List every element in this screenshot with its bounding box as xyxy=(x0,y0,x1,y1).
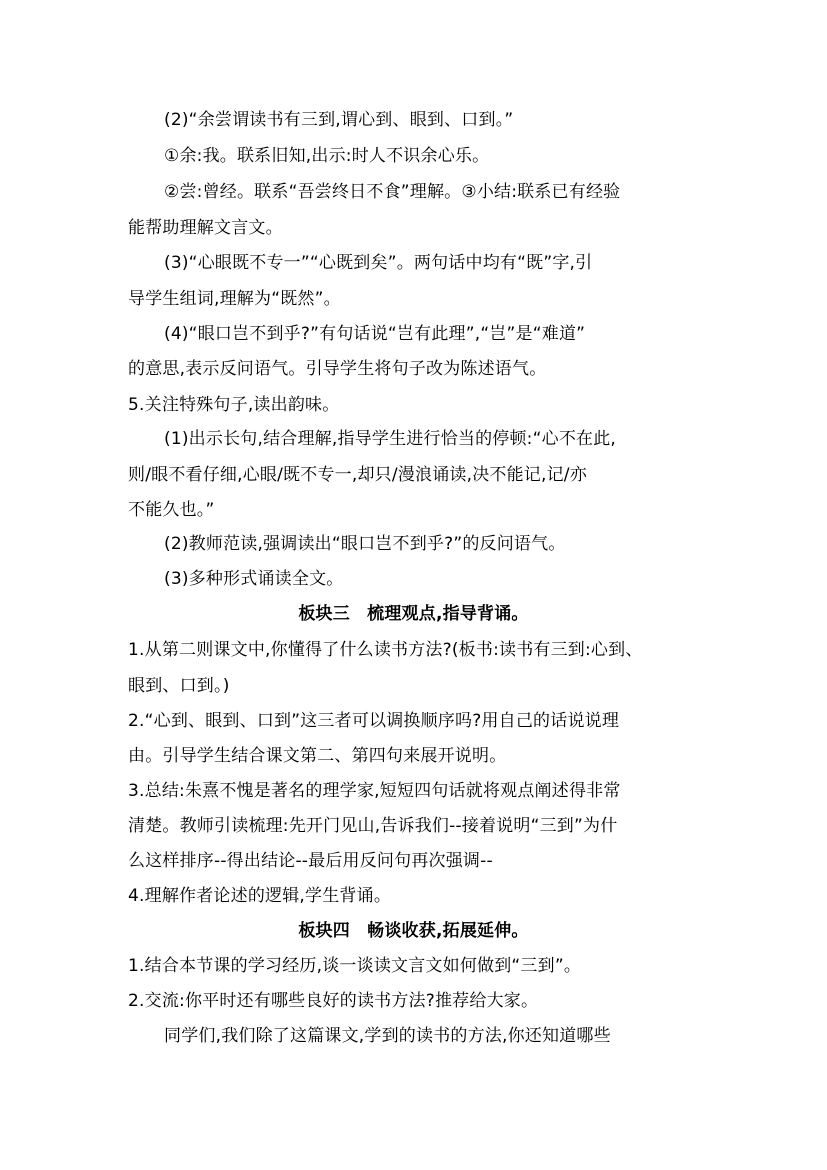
section-item: 5.关注特殊句子,读出韵味。 xyxy=(128,395,340,415)
text-line: 同学们,我们除了这篇课文,学到的读书的方法,你还知道哪些 xyxy=(164,1026,611,1046)
text-line: 清楚。教师引读梳理:先开门见山,告诉我们--接着说明“三到”为什 xyxy=(128,816,618,836)
text-line: 么这样排序--得出结论--最后用反问句再次强调-- xyxy=(128,851,493,871)
text-line: 1.结合本节课的学习经历,谈一谈读文言文如何做到“三到”。 xyxy=(128,956,582,976)
text-line: (2)教师范读,强调读出“眼口岂不到乎?”的反问语气。 xyxy=(164,534,566,554)
text-line: 1.从第二则课文中,你懂得了什么读书方法?(板书:读书有三到:心到、 xyxy=(128,640,643,660)
text-line: 导学生组词,理解为“既然”。 xyxy=(128,289,341,309)
text-line: 能帮助理解文言文。 xyxy=(128,218,283,238)
text-line: (3)“心眼既不专一”“心既到矣”。两句话中均有“既”字,引 xyxy=(164,253,593,273)
text-line: 不能久也。” xyxy=(128,500,215,520)
text-line: ①余:我。联系旧知,出示:时人不识余心乐。 xyxy=(164,146,490,166)
text-line: (2)“余尝谓读书有三到,谓心到、眼到、口到。” xyxy=(164,110,514,130)
text-line: 3.总结:朱熹不愧是著名的理学家,短短四句话就将观点阐述得非常 xyxy=(128,781,621,801)
text-line: (3)多种形式诵读全文。 xyxy=(164,569,344,589)
text-line: (4)“眼口岂不到乎?”有句话说“岂有此理”,“岂”是“难道” xyxy=(164,324,586,344)
text-line: 2.“心到、眼到、口到”这三者可以调换顺序吗?用自己的话说说理 xyxy=(128,711,620,731)
text-line: ②尝:曾经。联系“吾尝终日不食”理解。③小结:联系已有经验 xyxy=(164,182,621,202)
section-heading: 板块三 梳理观点,指导背诵。 xyxy=(298,604,529,624)
text-line: 眼到、口到。) xyxy=(128,676,230,696)
section-heading: 板块四 畅谈收获,拓展延伸。 xyxy=(298,921,529,941)
text-line: 则/眼不看仔细,心眼/既不专一,却只/漫浪诵读,决不能记,记/亦 xyxy=(128,465,587,485)
text-line: 由。引导学生结合课文第二、第四句来展开说明。 xyxy=(128,746,507,766)
text-line: 2.交流:你平时还有哪些良好的读书方法?推荐给大家。 xyxy=(128,991,539,1011)
text-line: 的意思,表示反问语气。引导学生将句子改为陈述语气。 xyxy=(128,359,547,379)
text-line: (1)出示长句,结合理解,指导学生进行恰当的停顿:“心不在此, xyxy=(164,429,617,449)
text-line: 4.理解作者论述的逻辑,学生背诵。 xyxy=(128,886,392,906)
